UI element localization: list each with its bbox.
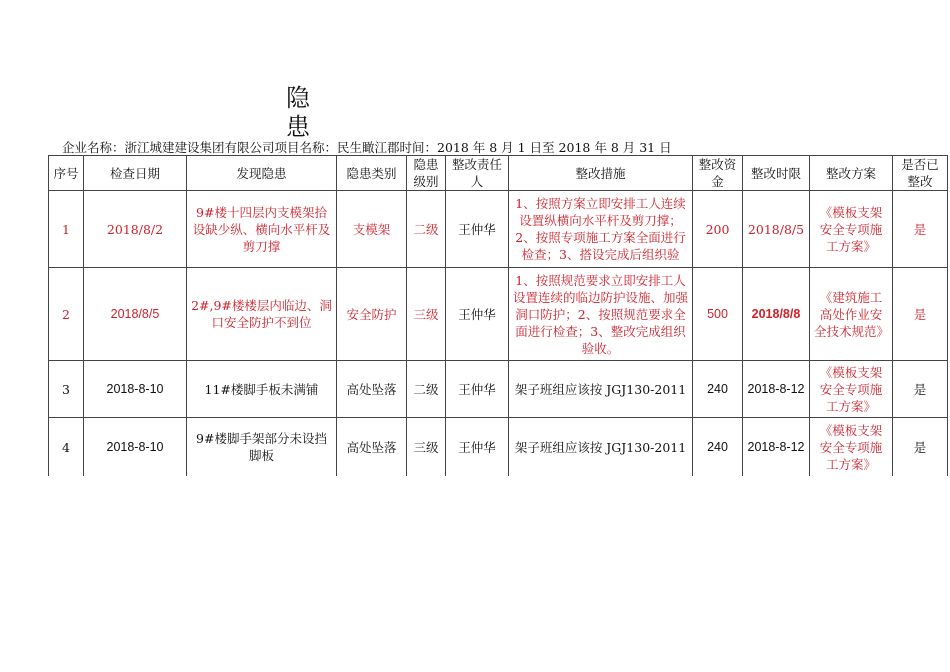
row-no: 1 (49, 191, 84, 268)
row-funds: 200 (693, 191, 743, 268)
title-char-2: 患 (286, 113, 310, 141)
header-done: 是否已整改 (893, 156, 948, 191)
row-hazard: 9#楼十四层内支模架拾设缺少纵、横向水平杆及剪刀撑 (187, 191, 337, 268)
row-person: 王仲华 (446, 361, 509, 418)
row-person: 王仲华 (446, 191, 509, 268)
row-date: 2018-8-10 (84, 361, 187, 418)
row-no: 4 (49, 418, 84, 477)
header-level: 隐患级别 (407, 156, 446, 191)
row-level: 三级 (407, 268, 446, 361)
row-hazard: 9#楼脚手架部分未设挡脚板 (187, 418, 337, 477)
row-date: 2018-8-10 (84, 418, 187, 477)
row-measures: 1、按照规范要求立即安排工人设置连续的临边防护设施、加强洞口防护；2、按照规范要求全面进行检查；3、整改完成组织验收。 (509, 268, 693, 361)
row-category: 高处坠落 (337, 361, 407, 418)
header-person: 整改责任人 (446, 156, 509, 191)
table-row (49, 191, 948, 268)
row-plan: 《模板支架安全专项施工方案》 (810, 191, 893, 268)
table-row (49, 361, 948, 418)
row-no: 2 (49, 268, 84, 361)
header-plan: 整改方案 (810, 156, 893, 191)
header-category: 隐患类别 (337, 156, 407, 191)
row-category: 高处坠落 (337, 418, 407, 477)
row-done: 是 (893, 361, 948, 418)
row-category: 安全防护 (337, 268, 407, 361)
row-date: 2018/8/2 (84, 191, 187, 268)
row-measures: 架子班组应该按 JGJ130-2011 (509, 418, 693, 477)
row-deadline: 2018/8/5 (743, 191, 810, 268)
row-level: 二级 (407, 191, 446, 268)
header-hazard: 发现隐患 (187, 156, 337, 191)
row-hazard: 2#,9#楼楼层内临边、洞口安全防护不到位 (187, 268, 337, 361)
row-measures: 1、按照方案立即安排工人连续设置纵横向水平杆及剪刀撑；2、按照专项施工方案全面进行检查；3、搭设完成后组织验 (509, 191, 693, 268)
header-row (49, 156, 948, 191)
header-no: 序号 (49, 156, 84, 191)
row-no: 3 (49, 361, 84, 418)
row-category: 支模架 (337, 191, 407, 268)
row-level: 三级 (407, 418, 446, 477)
row-plan: 《建筑施工高处作业安全技术规范》 (810, 268, 893, 361)
row-measures: 架子班组应该按 JGJ130-2011 (509, 361, 693, 418)
row-done: 是 (893, 268, 948, 361)
row-funds: 500 (693, 268, 743, 361)
header-deadline: 整改时限 (743, 156, 810, 191)
row-date: 2018/8/5 (84, 268, 187, 361)
row-done: 是 (893, 191, 948, 268)
hazard-table (48, 155, 948, 476)
table-row (49, 268, 948, 361)
row-done: 是 (893, 418, 948, 477)
row-deadline: 2018-8-12 (743, 361, 810, 418)
row-plan: 《模板支架安全专项施工方案》 (810, 418, 893, 477)
header-date: 检查日期 (84, 156, 187, 191)
row-level: 二级 (407, 361, 446, 418)
company-project-time-line: 企业名称：浙江城建建设集团有限公司项目名称：民生瞰江郡时间：2018 年 8 月 1 日至 2018 年 8 月 31 日 (62, 140, 672, 155)
header-measures: 整改措施 (509, 156, 693, 191)
row-hazard: 11#楼脚手板未满铺 (187, 361, 337, 418)
row-deadline: 2018-8-12 (743, 418, 810, 477)
row-deadline: 2018/8/8 (743, 268, 810, 361)
row-funds: 240 (693, 418, 743, 477)
row-plan: 《模板支架安全专项施工方案》 (810, 361, 893, 418)
header-funds: 整改资金 (693, 156, 743, 191)
table-row (49, 418, 948, 477)
row-person: 王仲华 (446, 418, 509, 477)
title-char-1: 隐 (286, 84, 310, 112)
row-person: 王仲华 (446, 268, 509, 361)
row-funds: 240 (693, 361, 743, 418)
